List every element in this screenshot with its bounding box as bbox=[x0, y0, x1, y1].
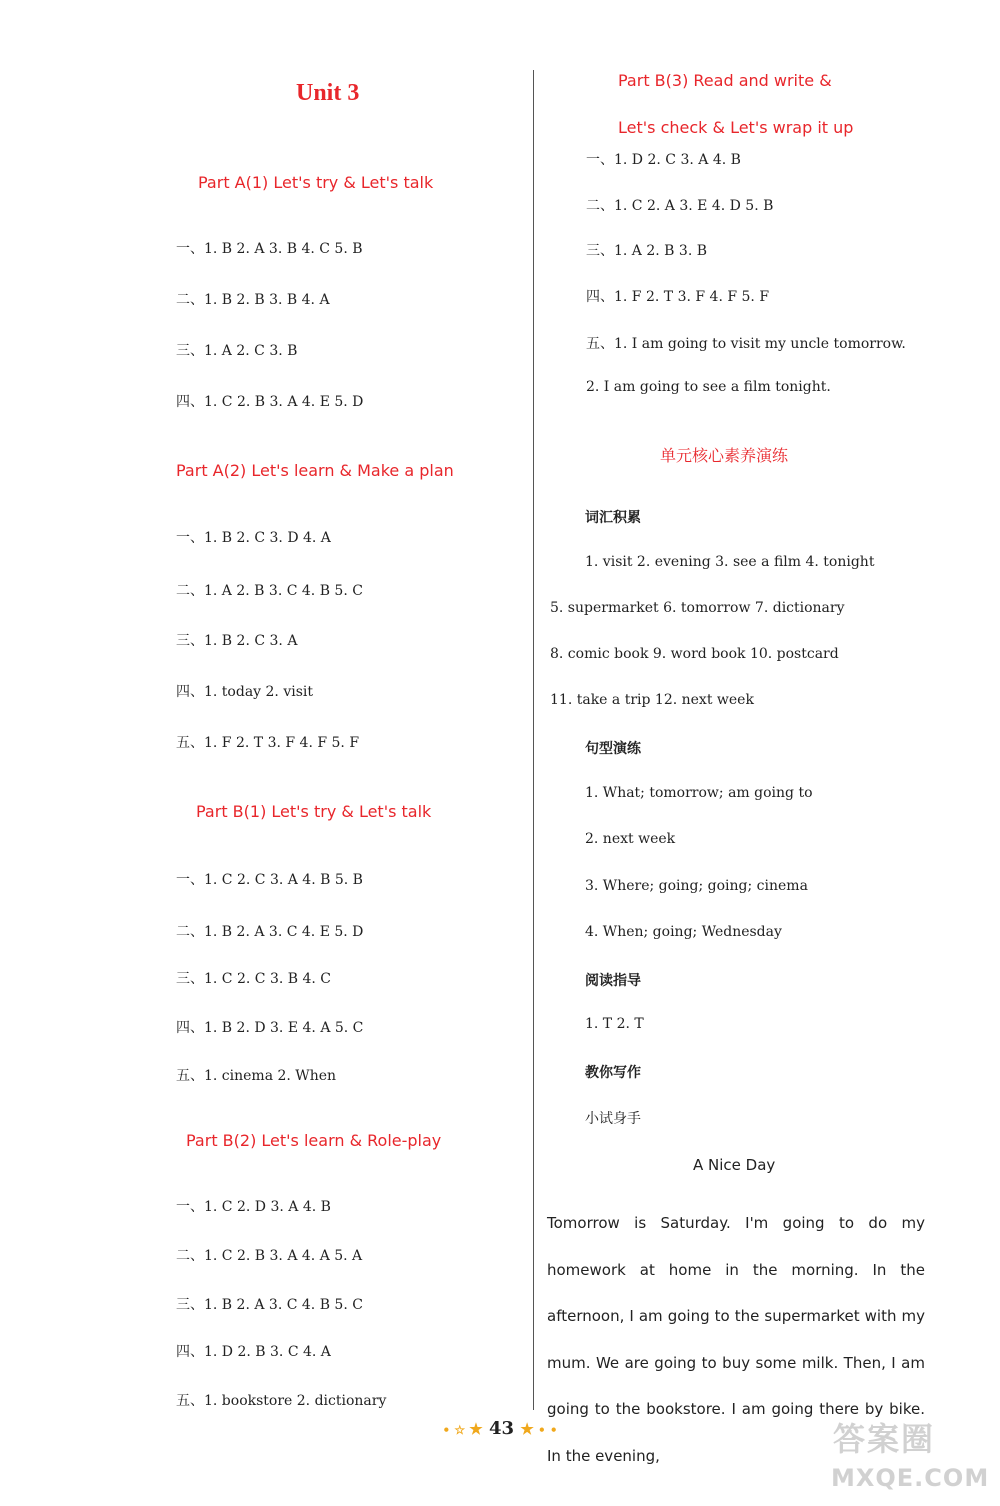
essay-title: A Nice Day bbox=[693, 1156, 776, 1174]
section-title-part-a2: Part A(2) Let's learn & Make a plan bbox=[176, 461, 454, 480]
sentence-line: 4. When; going; Wednesday bbox=[585, 924, 782, 940]
answer-line: 四、1. today 2. visit bbox=[176, 684, 314, 700]
answer-line: 二、1. B 2. A 3. C 4. E 5. D bbox=[176, 924, 364, 940]
essay-body: Tomorrow is Saturday. I'm going to do my homework at home in the morning. In the afternoon, I am going to the supermarket with my mum. We are going to buy some milk. Then, I am going to the bookstore. I am going there by bike. In the evening, bbox=[547, 1214, 925, 1465]
answer-line: 四、1. D 2. B 3. C 4. A bbox=[176, 1344, 331, 1360]
star-icon: ★ • • bbox=[520, 1420, 558, 1438]
answer-line: 二、1. B 2. B 3. B 4. A bbox=[176, 292, 330, 308]
answer-line: 五、1. F 2. T 3. F 4. F 5. F bbox=[176, 735, 360, 751]
answer-line: 三、1. C 2. C 3. B 4. C bbox=[176, 971, 332, 987]
column-divider bbox=[533, 70, 534, 1410]
answer-line: 三、1. A 2. B 3. B bbox=[586, 243, 708, 259]
star-icon: • ☆ ★ bbox=[442, 1420, 483, 1438]
sentence-line: 3. Where; going; going; cinema bbox=[585, 878, 808, 894]
page-number-text: 43 bbox=[489, 1418, 515, 1439]
vocab-line: 8. comic book 9. word book 10. postcard bbox=[550, 646, 839, 662]
answer-line: 2. I am going to see a film tonight. bbox=[586, 379, 831, 395]
answer-line: 一、1. D 2. C 3. A 4. B bbox=[586, 152, 741, 168]
vocab-line: 5. supermarket 6. tomorrow 7. dictionary bbox=[550, 600, 845, 616]
section-title-part-b3-line1: Part B(3) Read and write & bbox=[618, 71, 832, 90]
section-title-part-b3-line2: Let's check & Let's wrap it up bbox=[618, 118, 854, 137]
watermark-top: 答案圈 bbox=[833, 1420, 936, 1458]
answer-line: 二、1. A 2. B 3. C 4. B 5. C bbox=[176, 583, 363, 599]
watermark-logo bbox=[825, 1412, 990, 1500]
reading-line: 1. T 2. T bbox=[585, 1016, 644, 1032]
writing-header: 教你写作 bbox=[585, 1065, 641, 1081]
answer-line: 一、1. C 2. C 3. A 4. B 5. B bbox=[176, 872, 363, 888]
review-section-title: 单元核心素养演练 bbox=[660, 446, 789, 465]
sentence-line: 2. next week bbox=[585, 831, 676, 847]
answer-line: 五、1. I am going to visit my uncle tomorrow. bbox=[586, 336, 906, 352]
answer-line: 二、1. C 2. B 3. A 4. A 5. A bbox=[176, 1248, 363, 1264]
answer-line: 五、1. bookstore 2. dictionary bbox=[176, 1393, 387, 1409]
answer-line: 一、1. B 2. A 3. B 4. C 5. B bbox=[176, 241, 363, 257]
answer-line: 四、1. B 2. D 3. E 4. A 5. C bbox=[176, 1020, 364, 1036]
answer-line: 三、1. A 2. C 3. B bbox=[176, 343, 298, 359]
section-title-part-a1: Part A(1) Let's try & Let's talk bbox=[198, 173, 434, 192]
answer-line: 三、1. B 2. C 3. A bbox=[176, 633, 298, 649]
reading-header: 阅读指导 bbox=[585, 973, 641, 989]
answer-line: 五、1. cinema 2. When bbox=[176, 1068, 337, 1084]
section-title-part-b2: Part B(2) Let's learn & Role-play bbox=[186, 1131, 442, 1150]
vocab-line: 11. take a trip 12. next week bbox=[550, 692, 754, 708]
sentence-header: 句型演练 bbox=[585, 741, 641, 757]
section-title-part-b1: Part B(1) Let's try & Let's talk bbox=[196, 802, 432, 821]
answer-line: 四、1. C 2. B 3. A 4. E 5. D bbox=[176, 394, 364, 410]
answer-line: 四、1. F 2. T 3. F 4. F 5. F bbox=[586, 289, 770, 305]
watermark-bottom: MXQE.COM bbox=[831, 1464, 990, 1492]
vocab-line: 1. visit 2. evening 3. see a film 4. tonight bbox=[585, 554, 875, 570]
unit-title: Unit 3 bbox=[296, 80, 360, 106]
answer-line: 二、1. C 2. A 3. E 4. D 5. B bbox=[586, 198, 774, 214]
vocab-header: 词汇积累 bbox=[585, 510, 641, 526]
sentence-line: 1. What; tomorrow; am going to bbox=[585, 785, 813, 801]
answer-line: 一、1. B 2. C 3. D 4. A bbox=[176, 530, 331, 546]
answer-line: 三、1. B 2. A 3. C 4. B 5. C bbox=[176, 1297, 363, 1313]
answer-line: 一、1. C 2. D 3. A 4. B bbox=[176, 1199, 331, 1215]
practice-header: 小试身手 bbox=[585, 1111, 641, 1127]
